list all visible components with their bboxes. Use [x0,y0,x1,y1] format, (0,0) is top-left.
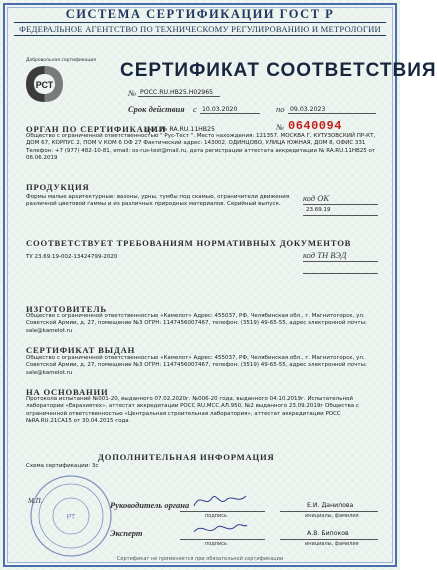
organ-seal-stamp [28,473,114,559]
rst-logo-icon [22,58,67,110]
tnved-underline-2 [303,273,378,274]
okp-code-value: 23.69.19 [306,207,331,213]
head-signature-line [180,511,265,512]
issued-to-heading: СЕРТИФИКАТ ВЫДАН [26,345,136,355]
expert-signature-caption: подпись [205,541,227,547]
footer-note: Сертификат не применяется при обязательной сертификации [116,556,284,562]
tnved-code-label: код ТН ВЭД [303,250,347,260]
cert-number-underline [138,96,220,97]
expert-signature-icon [190,516,250,540]
requirements-document: ТУ 23.69.19-002-13424799-2020 [26,254,118,260]
validity-from-underline [200,113,260,114]
voluntary-certification-caption: Добровольная сертификация [26,58,97,63]
blank-serial-number: 0640094 [288,119,342,133]
head-signature-caption: подпись [205,513,227,519]
certification-system-title: СИСТЕМА СЕРТИФИКАЦИИ ГОСТ Р [65,7,335,21]
validity-from-date: 10.03.2020 [202,106,238,113]
federal-agency-title: ФЕДЕРАЛЬНОЕ АГЕНТСТВО ПО ТЕХНИЧЕСКОМУ РЕГУЛИРОВАНИЮ И МЕТРОЛОГИИ [19,24,381,34]
validity-from-label: с [193,104,197,114]
head-name-caption: инициалы, фамилия [305,513,359,519]
okp-underline-2 [303,215,378,216]
cert-number-label: № [128,88,137,98]
blank-number-label: № [276,122,285,132]
expert-signature-line [180,539,265,540]
validity-to-date: 09.03.2023 [290,106,326,113]
expert-name-line [280,539,378,540]
organ-registration: рег. № RA.RU.11НВ25 [146,126,215,133]
manufacturer-details: Общество с ограниченной ответственностью «Камелот» Адрес: 455037, РФ, Челябинская обл., г. Магнитогорск, ул. Советской Армии, д. 27, помещение №3 ОГРН: 1147456007467, телефон: (3519) 49-65-55, адрес электронной почты: sale@kamelot.ru [26,313,367,334]
validity-to-underline [288,113,376,114]
additional-info-details: Схема сертификации: 3с [26,463,99,469]
svg-text:РТ: РТ [66,514,76,521]
head-of-organ-label: Руководитель органа [110,500,190,510]
organ-details: Общество с ограниченной ответственностью " Рус-Тест ". Место нахождения: 121357, МОСКВА Г, КУТУЗОВСКИЙ ПР-КТ, ДОМ 67, КОРПУС 2, ПОМ V КОМ 6 ОФ 27 Фактический адрес: 143002, ОДИНЦОВО, УЛИЦА ЮЖНАЯ, ДОМ 8, ОФИС 331 Телефон: +7 (977) 482-10-81, email: os-rus-test@mail.ru, дата регистрации аттестата аккредитации № RA.RU.11НВ25 от 06.06.2019 [26,133,376,161]
basis-details: Протокола испытаний №001-20, выданного 07.02.2020г. №006-20 года, выданного 04.10.2019г. Испытательной лаборатории «Евразиятех», аттестат аккредитации РОСС RU.МСС.АЛ.950, №2 выданного 23.09.2019г Общества с ограниченной ответственностью «Центральная строительная лаборатория», аттестат аккредитации РОСС №RA.RU.21CA15 от 30.04.2015 года [26,396,359,424]
okp-code-label: код ОК [303,193,329,203]
validity-to-label: по [276,104,285,114]
header-divider-top [14,22,386,23]
organ-heading: ОРГАН ПО СЕРТИФИКАЦИИ [26,124,167,134]
issued-to-details: Общество с ограниченной ответственностью «Камелот» Адрес: 455037, РФ, Челябинская обл., г. Магнитогорск, ул. Советской Армии, д. 27, помещение №3 ОГРН: 1147456007467, телефон: (3519) 49-65-55, адрес электронной почты: sale@kamelot.ru [26,355,367,376]
tnved-underline-1 [303,261,378,262]
expert-label: Эксперт [110,528,143,538]
head-of-organ-name: Е.И. Данилова [307,502,354,509]
cert-number: РОСС.RU.НВ25.Н02965 [140,89,214,96]
requirements-heading: СООТВЕТСТВУЕТ ТРЕБОВАНИЯМ НОРМАТИВНЫХ ДОКУМЕНТОВ [26,238,352,248]
head-name-line [280,511,378,512]
rst-logo-text: РСТ [35,80,54,90]
product-description: Формы малые архитектурные: вазоны, урны, тумбы под скамью, ограничители движения различной цветовой гаммы и из различных природных материалов. Серийный выпуск. [26,194,290,208]
manufacturer-heading: ИЗГОТОВИТЕЛЬ [26,304,107,314]
expert-name-caption: инициалы, фамилия [305,541,359,547]
certificate-title: СЕРТИФИКАТ СООТВЕТСТВИЯ [120,60,437,81]
head-signature-icon [190,488,250,512]
header-divider-bottom [14,35,386,36]
product-heading: ПРОДУКЦИЯ [26,182,90,192]
additional-info-heading: ДОПОЛНИТЕЛЬНАЯ ИНФОРМАЦИЯ [98,452,275,462]
okp-underline-1 [303,204,378,205]
expert-name: А.В. Бипоков [307,530,349,537]
stamp-place-label: М.П. [28,497,43,505]
validity-label: Срок действия [128,104,185,114]
basis-heading: НА ОСНОВАНИИ [26,387,109,397]
